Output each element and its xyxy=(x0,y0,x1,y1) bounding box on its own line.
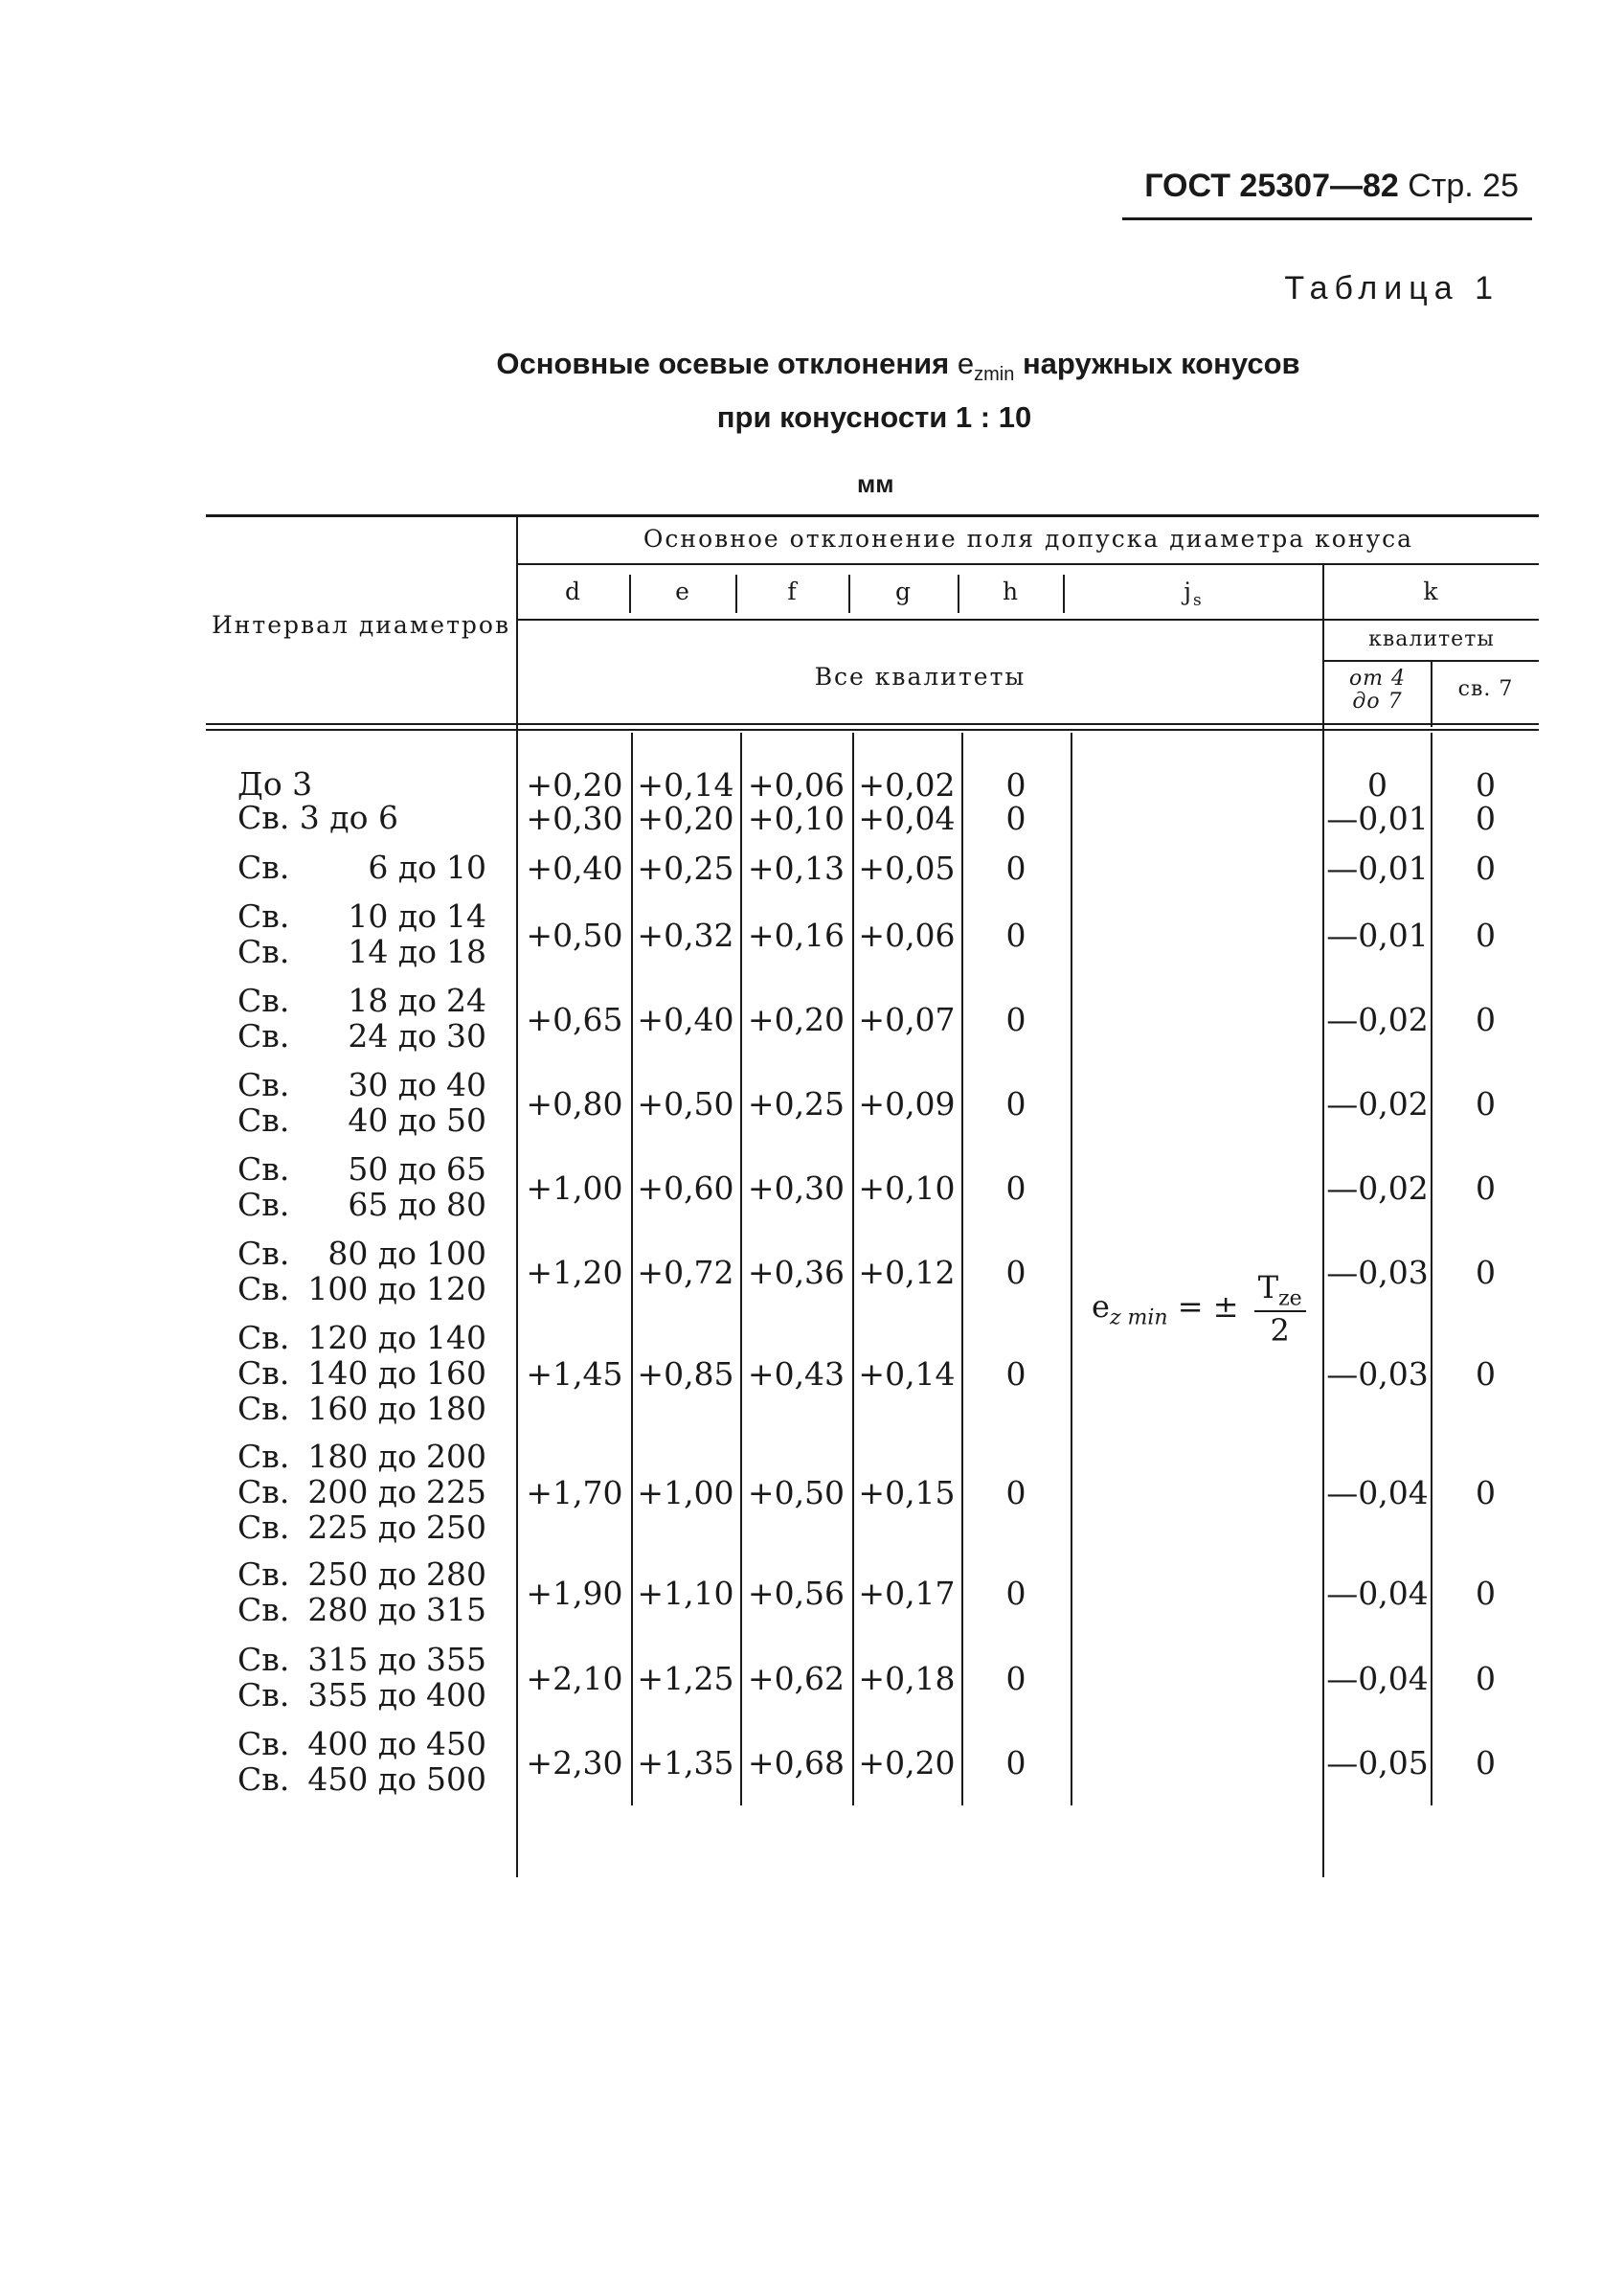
value-cell-k2: 0 xyxy=(1476,1659,1496,1697)
interval-part: Св. xyxy=(237,1186,290,1223)
interval-line xyxy=(237,934,486,969)
table-title-line1: Основные осевые отклонения $e_{zmin}$ наружных конусов xyxy=(496,347,1300,386)
value-cell-e: +0,40 xyxy=(637,1000,734,1038)
value-cell-d: +0,50 xyxy=(526,916,623,954)
value-cell-h: 0 xyxy=(1005,800,1026,837)
interval-part: Св. xyxy=(237,982,290,1019)
value-cell-k1: 0 xyxy=(1367,766,1387,804)
value-cell-h: 0 xyxy=(1005,1743,1026,1781)
interval-part: 160 до xyxy=(307,1390,417,1427)
interval-part: 315 до xyxy=(307,1641,417,1678)
value-cell-k2: 0 xyxy=(1476,800,1496,837)
value-cell-f: +0,30 xyxy=(747,1169,846,1207)
interval-part: Св. xyxy=(237,1150,290,1188)
value-cell-d: +1,70 xyxy=(526,1474,623,1511)
value-cell-k1: —0,03 xyxy=(1326,1355,1429,1393)
interval-label xyxy=(237,1439,486,1545)
value-cell-h: 0 xyxy=(1005,850,1026,887)
interval-part: 400 xyxy=(426,1676,486,1713)
col-k-header: k xyxy=(1423,578,1440,605)
interval-part: 100 до xyxy=(307,1270,417,1307)
interval-label xyxy=(237,800,486,835)
interval-line xyxy=(237,983,486,1018)
col-e-header: e xyxy=(675,578,691,605)
value-cell-k2: 0 xyxy=(1476,850,1496,887)
value-cell-f: +0,43 xyxy=(747,1355,846,1393)
interval-label xyxy=(237,1556,486,1627)
interval-part: 24 до xyxy=(348,1017,437,1055)
interval-part: 225 до xyxy=(307,1509,417,1546)
interval-part: 250 xyxy=(426,1509,486,1546)
value-cell-k2: 0 xyxy=(1476,1355,1496,1393)
interval-part: Св. xyxy=(237,897,290,935)
interval-label xyxy=(237,1067,486,1138)
interval-part: 80 xyxy=(446,1186,486,1223)
interval-part: 120 до xyxy=(307,1319,417,1356)
value-cell-g: +0,09 xyxy=(858,1084,956,1123)
value-cell-g: +0,12 xyxy=(858,1253,956,1291)
value-cell-f: +0,13 xyxy=(747,850,846,887)
page-header xyxy=(1144,168,1519,205)
value-cell-d: +0,40 xyxy=(526,850,623,887)
interval-line xyxy=(237,1151,486,1187)
value-cell-k2: 0 xyxy=(1476,1574,1496,1612)
interval-part: 140 до xyxy=(307,1354,417,1392)
grades-label: квалитеты xyxy=(1368,627,1495,651)
value-cell-f: +0,68 xyxy=(747,1743,846,1781)
value-cell-k2: 0 xyxy=(1476,916,1496,954)
col-js-header: $j_s$ xyxy=(1184,578,1204,610)
value-cell-h: 0 xyxy=(1005,1355,1026,1393)
interval-part: Св. xyxy=(237,1760,290,1798)
interval-label xyxy=(237,1320,486,1426)
interval-line xyxy=(237,850,486,885)
interval-part: Св. xyxy=(237,849,290,886)
interval-part: 200 xyxy=(426,1438,486,1475)
value-cell-f: +0,10 xyxy=(747,800,846,837)
value-cell-e: +1,10 xyxy=(637,1574,734,1612)
interval-line xyxy=(237,1102,486,1138)
interval-part: 6 до xyxy=(368,849,437,886)
interval-part: 180 до xyxy=(307,1438,417,1475)
value-cell-k1: —0,04 xyxy=(1326,1574,1429,1612)
interval-label xyxy=(237,1642,486,1713)
interval-label xyxy=(237,898,486,969)
interval-part: 500 xyxy=(426,1760,486,1798)
rule-under-letters xyxy=(518,619,1539,621)
interval-part: 40 до xyxy=(348,1101,437,1139)
value-cell-k1: —0,01 xyxy=(1326,916,1429,954)
interval-part: 450 xyxy=(426,1725,486,1762)
value-cell-k1: —0,03 xyxy=(1326,1253,1429,1291)
value-cell-g: +0,02 xyxy=(858,766,956,804)
value-cell-g: +0,14 xyxy=(858,1355,956,1393)
value-cell-e: +0,25 xyxy=(637,850,734,887)
value-cell-e: +0,72 xyxy=(637,1253,734,1291)
value-cell-d: +1,90 xyxy=(526,1574,623,1612)
value-cell-f: +0,56 xyxy=(747,1574,846,1612)
value-cell-f: +0,20 xyxy=(747,1000,846,1038)
interval-label xyxy=(237,766,486,802)
col-f-header: f xyxy=(787,578,799,605)
interval-part: 225 xyxy=(426,1473,486,1510)
interval-line xyxy=(237,1439,486,1474)
header-rule xyxy=(1122,217,1532,220)
interval-line xyxy=(237,1320,486,1355)
value-cell-h: 0 xyxy=(1005,766,1026,804)
interval-part: 355 до xyxy=(307,1676,417,1713)
interval-line: До 3 xyxy=(237,765,313,803)
value-cell-k1: —0,04 xyxy=(1326,1474,1429,1511)
col-h-header: h xyxy=(1002,578,1021,605)
interval-part: 18 до xyxy=(348,982,437,1019)
value-cell-h: 0 xyxy=(1005,1574,1026,1612)
interval-line xyxy=(237,1642,486,1677)
interval-part: 65 до xyxy=(348,1186,437,1223)
interval-part: Св. xyxy=(237,1473,290,1510)
k-low-label: от 4 до 7 xyxy=(1348,667,1407,714)
interval-part: 280 xyxy=(426,1555,486,1593)
interval-part: 120 xyxy=(426,1270,486,1307)
value-cell-k2: 0 xyxy=(1476,1084,1496,1123)
interval-part: Св. xyxy=(237,1101,290,1139)
interval-line xyxy=(237,1509,486,1545)
value-cell-e: +0,14 xyxy=(637,766,734,804)
value-cell-g: +0,04 xyxy=(858,800,956,837)
value-cell-e: +0,20 xyxy=(637,800,734,837)
value-cell-k2: 0 xyxy=(1476,1474,1496,1511)
interval-part: 50 до xyxy=(348,1150,437,1188)
value-cell-g: +0,18 xyxy=(858,1659,956,1697)
interval-part: 14 xyxy=(446,897,486,935)
value-cell-k1: —0,04 xyxy=(1326,1659,1429,1697)
value-cell-d: +0,65 xyxy=(526,1000,623,1038)
value-cell-g: +0,05 xyxy=(858,850,956,887)
value-cell-h: 0 xyxy=(1005,1169,1026,1207)
value-cell-g: +0,06 xyxy=(858,916,956,954)
interval-part: 80 до xyxy=(327,1235,417,1272)
interval-part: 250 до xyxy=(307,1555,417,1593)
value-cell-e: +1,35 xyxy=(637,1743,734,1781)
interval-part: 100 xyxy=(426,1235,486,1272)
interval-part: Св. xyxy=(237,1591,290,1628)
value-cell-d: +0,30 xyxy=(526,800,623,837)
value-cell-d: +0,20 xyxy=(526,766,623,804)
interval-part: 30 до xyxy=(348,1066,437,1103)
k-high-label: св. 7 xyxy=(1457,677,1514,701)
interval-line xyxy=(237,1187,486,1222)
table-number: Таблица 1 xyxy=(1284,270,1500,306)
value-cell-f: +0,50 xyxy=(747,1474,846,1511)
value-cell-d: +1,00 xyxy=(526,1169,623,1207)
value-cell-g: +0,10 xyxy=(858,1169,956,1207)
interval-part: Св. xyxy=(237,1354,290,1392)
value-cell-e: +1,00 xyxy=(637,1474,734,1511)
interval-line xyxy=(237,1761,486,1797)
interval-part: Св. xyxy=(237,1555,290,1593)
interval-line xyxy=(237,1271,486,1306)
value-cell-k1: —0,01 xyxy=(1326,850,1429,887)
standard-number: ГОСТ 25307—82 xyxy=(1144,168,1399,204)
value-cell-d: +2,30 xyxy=(526,1743,623,1781)
units-label: мм xyxy=(857,469,894,498)
interval-label xyxy=(237,1236,486,1306)
interval-label xyxy=(237,1151,486,1222)
interval-part: Св. xyxy=(237,1438,290,1475)
value-cell-g: +0,17 xyxy=(858,1574,956,1612)
value-cell-h: 0 xyxy=(1005,1000,1026,1038)
value-cell-k1: —0,02 xyxy=(1326,1169,1429,1207)
interval-part: Св. xyxy=(237,1235,290,1272)
interval-part: Св. xyxy=(237,1066,290,1103)
header-bottom-rule xyxy=(206,723,1539,725)
value-cell-e: +0,50 xyxy=(637,1084,734,1123)
interval-part: Св. xyxy=(237,1319,290,1356)
interval-line xyxy=(237,898,486,934)
interval-part: 180 xyxy=(426,1390,486,1427)
interval-part: 18 xyxy=(446,933,486,970)
value-cell-e: +0,60 xyxy=(637,1169,734,1207)
interval-part: 30 xyxy=(446,1017,486,1055)
interval-part: 200 до xyxy=(307,1473,417,1510)
value-cell-k2: 0 xyxy=(1476,1253,1496,1291)
table-top-rule xyxy=(206,514,1539,517)
value-cell-d: +1,45 xyxy=(526,1355,623,1393)
value-cell-e: +0,85 xyxy=(637,1355,734,1393)
interval-line: Св. 3 до 6 xyxy=(237,799,398,836)
value-cell-h: 0 xyxy=(1005,1659,1026,1697)
value-cell-k1: —0,02 xyxy=(1326,1084,1429,1123)
value-cell-g: +0,07 xyxy=(858,1000,956,1038)
value-cell-e: +1,25 xyxy=(637,1659,734,1697)
value-cell-k2: 0 xyxy=(1476,1743,1496,1781)
value-cell-d: +2,10 xyxy=(526,1659,623,1697)
value-cell-h: 0 xyxy=(1005,1253,1026,1291)
interval-part: Св. xyxy=(237,1676,290,1713)
interval-part: 65 xyxy=(446,1150,486,1188)
value-cell-k2: 0 xyxy=(1476,1169,1496,1207)
interval-line xyxy=(237,1474,486,1509)
value-cell-f: +0,36 xyxy=(747,1253,846,1291)
interval-part: 400 до xyxy=(307,1725,417,1762)
interval-line xyxy=(237,1355,486,1391)
col-g-header: g xyxy=(894,578,913,605)
value-cell-k2: 0 xyxy=(1476,1000,1496,1038)
value-cell-k1: —0,01 xyxy=(1326,800,1429,837)
interval-part: 10 xyxy=(446,849,486,886)
value-cell-d: +1,20 xyxy=(526,1253,623,1291)
interval-part: Св. xyxy=(237,933,290,970)
group-header: Основное отклонение поля допуска диаметра конуса xyxy=(643,525,1414,553)
page-number: Стр. 25 xyxy=(1408,168,1519,204)
interval-part: Св. xyxy=(237,1725,290,1762)
js-formula: $e_{z min}$ = ± $\frac{T_{ze}}{2}$ xyxy=(1092,1269,1306,1349)
value-cell-h: 0 xyxy=(1005,916,1026,954)
value-cell-f: +0,25 xyxy=(747,1084,846,1123)
value-cell-d: +0,80 xyxy=(526,1084,623,1123)
value-cell-k2: 0 xyxy=(1476,766,1496,804)
value-cell-g: +0,20 xyxy=(858,1743,956,1781)
interval-part: 280 до xyxy=(307,1591,417,1628)
interval-line xyxy=(237,1067,486,1102)
interval-part: Св. xyxy=(237,1509,290,1546)
all-grades-label: Все квалитеты xyxy=(814,663,1026,691)
value-cell-k1: —0,05 xyxy=(1326,1743,1429,1781)
interval-line xyxy=(237,1018,486,1054)
value-cell-f: +0,06 xyxy=(747,766,846,804)
interval-part: 14 до xyxy=(348,933,437,970)
interval-part: Св. xyxy=(237,1641,290,1678)
interval-line xyxy=(237,1556,486,1592)
value-cell-f: +0,62 xyxy=(747,1659,846,1697)
interval-part: 40 xyxy=(446,1066,486,1103)
interval-part: 355 xyxy=(426,1641,486,1678)
interval-part: 10 до xyxy=(348,897,437,935)
interval-part: 450 до xyxy=(307,1760,417,1798)
interval-part: 24 xyxy=(446,982,486,1019)
value-cell-g: +0,15 xyxy=(858,1474,956,1511)
value-cell-k1: —0,02 xyxy=(1326,1000,1429,1038)
interval-line xyxy=(237,1391,486,1426)
interval-part: 160 xyxy=(426,1354,486,1392)
value-cell-h: 0 xyxy=(1005,1084,1026,1123)
interval-line xyxy=(237,1236,486,1271)
value-cell-e: +0,32 xyxy=(637,916,734,954)
value-cell-h: 0 xyxy=(1005,1474,1026,1511)
body-divider-h-js xyxy=(1071,733,1072,1805)
value-cell-f: +0,16 xyxy=(747,916,846,954)
header-bottom-rule-2 xyxy=(206,729,1539,731)
table-title-line2: при конусности 1 : 10 xyxy=(716,400,1032,434)
interval-part: 50 xyxy=(446,1101,486,1139)
interval-line xyxy=(237,1726,486,1761)
interval-label xyxy=(237,983,486,1054)
interval-label xyxy=(237,850,486,885)
interval-part: Св. xyxy=(237,1270,290,1307)
interval-part: Св. xyxy=(237,1017,290,1055)
interval-header: Интервал диаметров xyxy=(211,611,511,639)
interval-line xyxy=(237,1592,486,1627)
interval-part: 140 xyxy=(426,1319,486,1356)
interval-label xyxy=(237,1726,486,1797)
rule-under-group-header xyxy=(518,563,1539,565)
interval-part: Св. xyxy=(237,1390,290,1427)
interval-line xyxy=(237,1677,486,1713)
col-d-header: d xyxy=(564,578,582,605)
interval-part: 315 xyxy=(426,1591,486,1628)
